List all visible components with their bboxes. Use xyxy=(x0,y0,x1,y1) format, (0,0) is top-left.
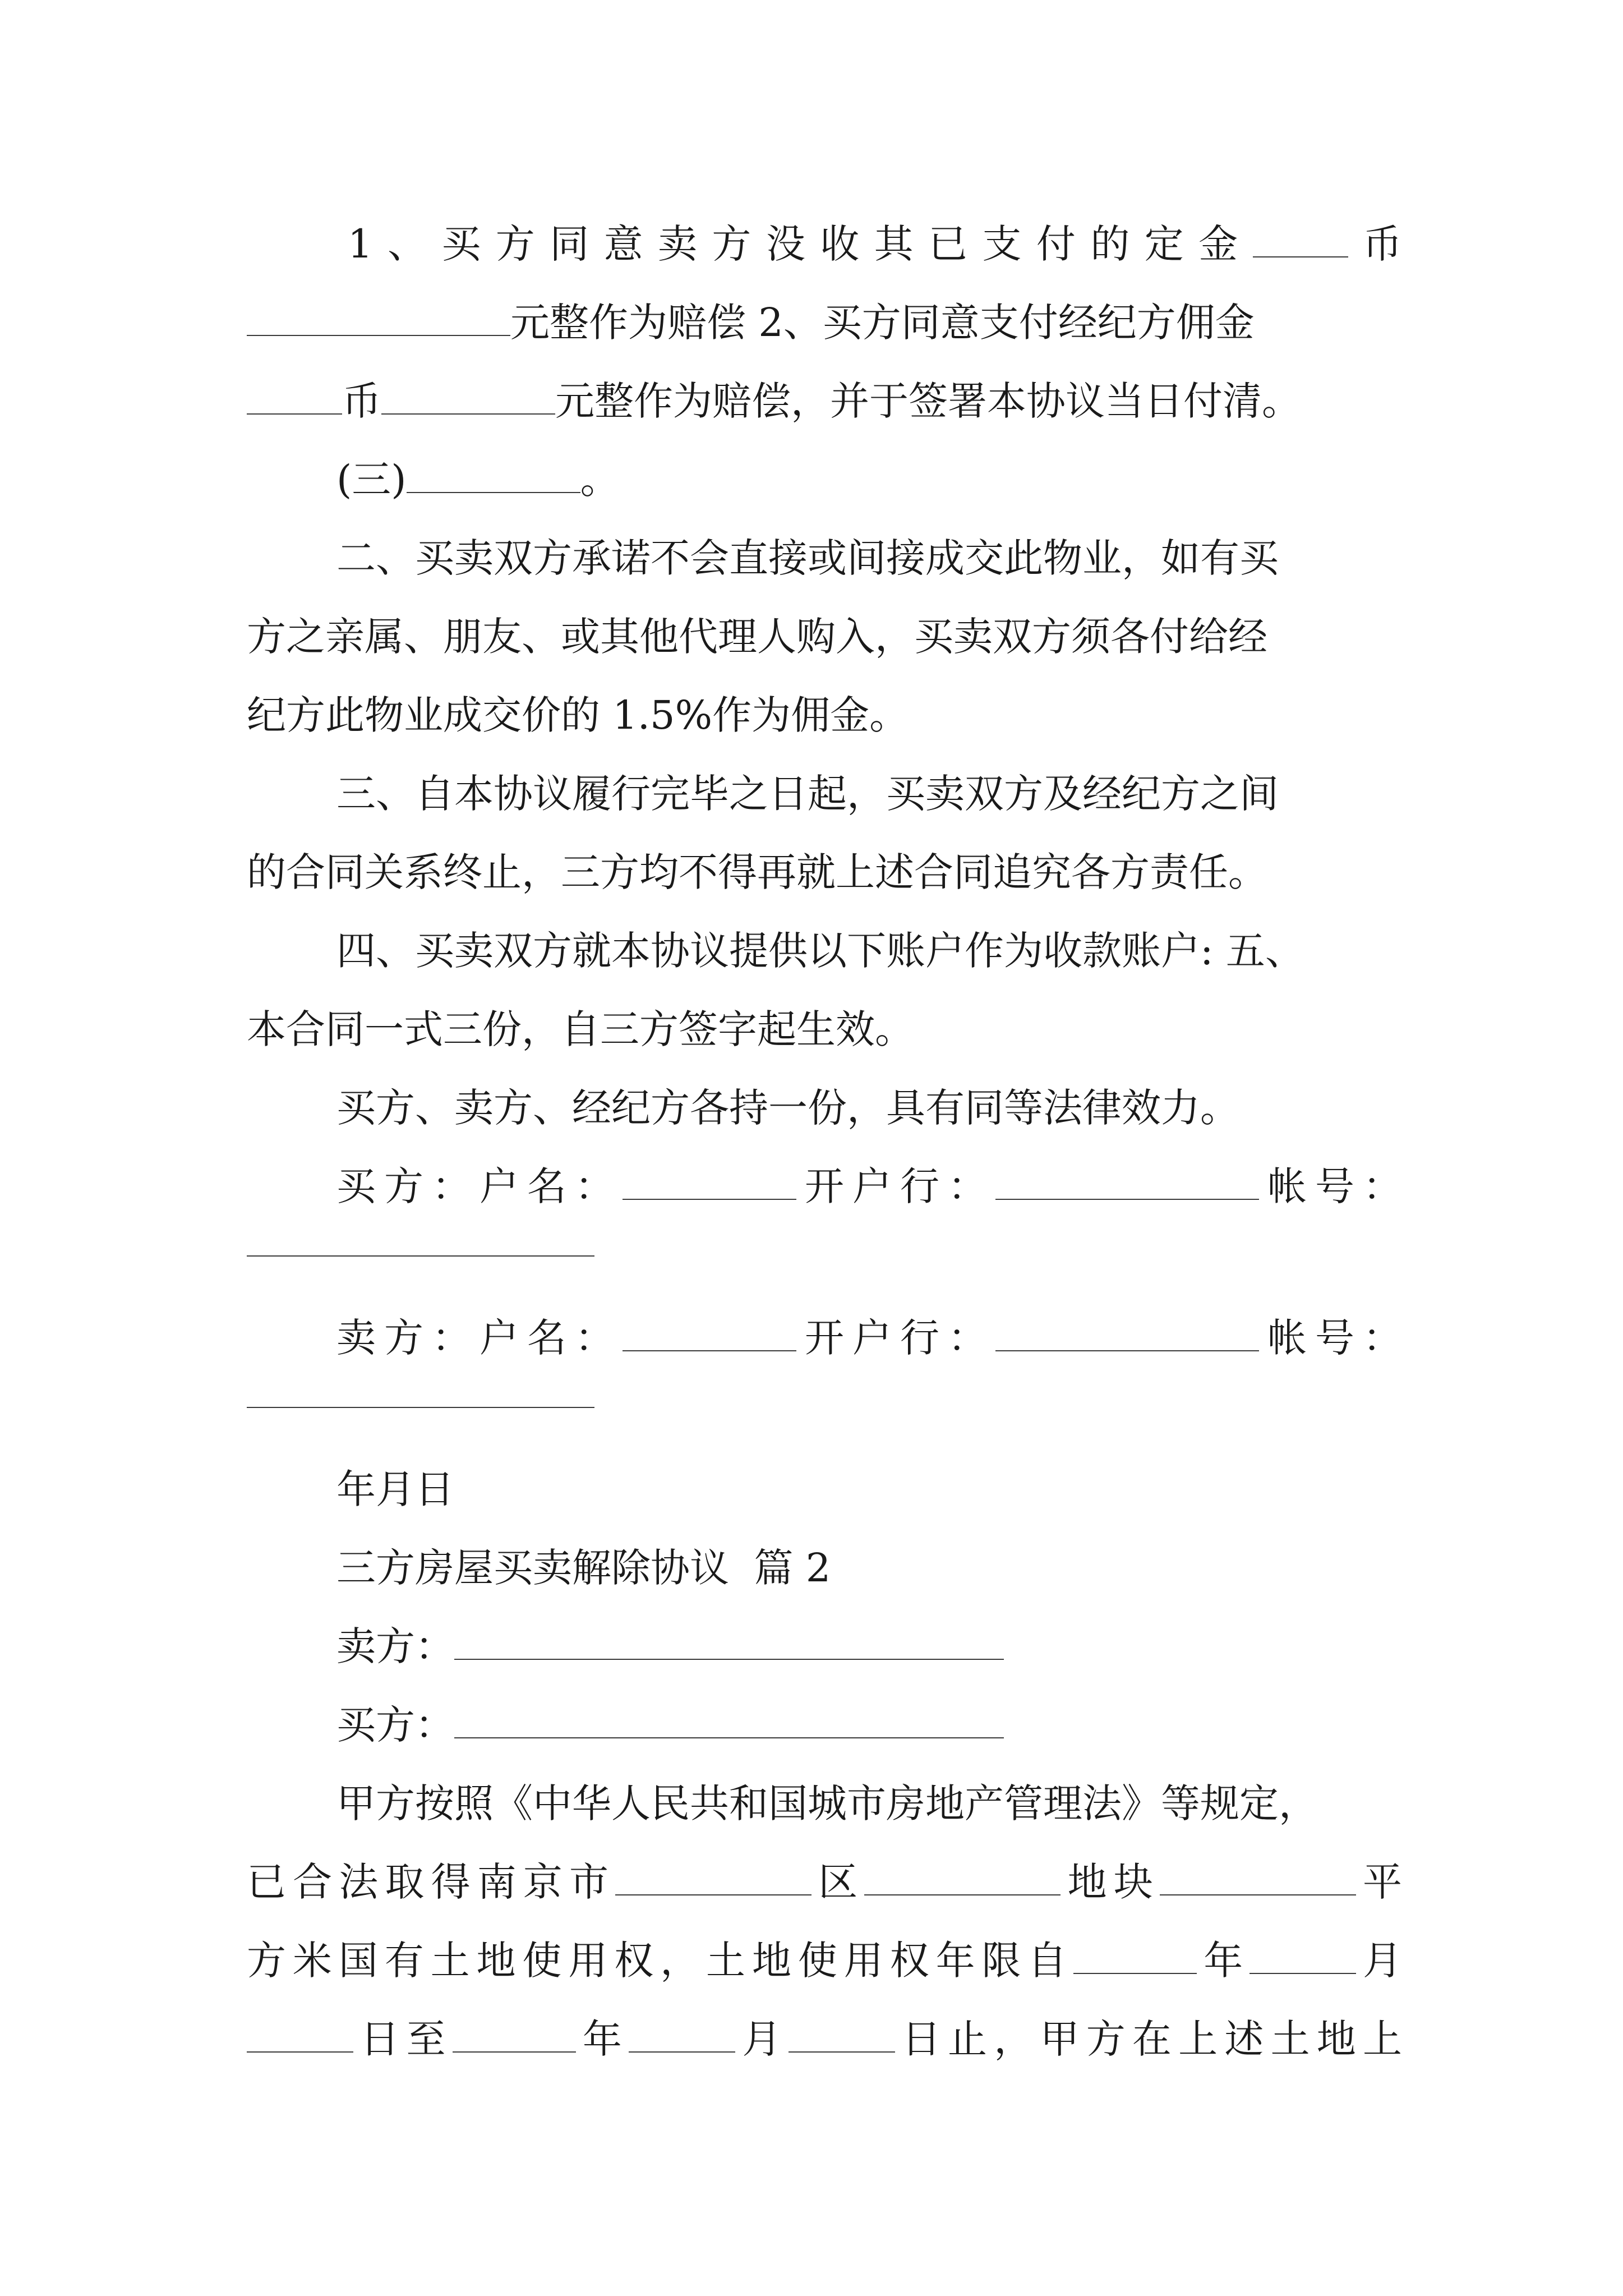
text: 。 xyxy=(580,457,620,503)
blank-field[interactable] xyxy=(381,381,555,415)
paragraph-7-line-2 xyxy=(247,1840,1402,1924)
seller-account-line xyxy=(336,1296,1402,1380)
district-field[interactable] xyxy=(615,1862,811,1895)
end-month-field[interactable] xyxy=(629,2019,735,2053)
text: 地块 xyxy=(1061,1859,1160,1905)
text: 年 xyxy=(575,2016,629,2062)
paragraph-7-line-4 xyxy=(247,1997,1402,2081)
seller-name-field[interactable] xyxy=(623,1318,796,1351)
buyer-account-number-field[interactable] xyxy=(247,1255,594,1257)
account-label: 帐号： xyxy=(1259,1315,1402,1361)
blank-field[interactable] xyxy=(1253,224,1348,257)
bank-label: 开户行： xyxy=(796,1163,995,1209)
text: 区 xyxy=(811,1859,865,1905)
buyer-party-field[interactable] xyxy=(454,1705,1004,1738)
paragraph-6-line-1: 买方、卖方、经纪方各持一份，具有同等法律效力。 xyxy=(336,1085,1239,1131)
text: 元整作为赔偿，并于签署本协议当日付清。 xyxy=(555,378,1301,424)
text: 年 xyxy=(1197,1938,1250,1984)
text: (三) xyxy=(336,457,407,503)
date-line: 年月日 xyxy=(336,1466,454,1512)
area-field[interactable] xyxy=(1160,1862,1356,1895)
paragraph-2 xyxy=(336,438,1402,522)
paragraph-1-line-3 xyxy=(247,359,1402,443)
start-day-field[interactable] xyxy=(247,2019,353,2053)
text: 月 xyxy=(735,2016,789,2062)
paragraph-5-line-2: 本合同一式三份，自三方签字起生效。 xyxy=(247,1006,914,1052)
seller-party-field[interactable] xyxy=(454,1626,1004,1660)
text: 方米国有土地使用权，土地使用权年限自 xyxy=(247,1938,1074,1984)
seller-party-label: 卖方： xyxy=(336,1623,454,1669)
text: 1、买方同意卖方没收其已支付的定金 xyxy=(348,221,1253,267)
buyer-party-label: 买方： xyxy=(336,1702,454,1748)
paragraph-3-line-2: 方之亲属、朋友、或其他代理人购入，买卖双方须各付给经 xyxy=(247,614,1267,660)
paragraph-7-line-1: 甲方按照《中华人民共和国城市房地产管理法》等规定， xyxy=(336,1780,1318,1826)
text: 元整作为赔偿 2、买方同意支付经纪方佣金 xyxy=(510,300,1255,346)
buyer-account-line xyxy=(336,1144,1402,1228)
seller-account-number-field[interactable] xyxy=(247,1407,594,1408)
end-year-field[interactable] xyxy=(453,2019,576,2053)
paragraph-3-line-3: 纪方此物业成交价的 1.5%作为佣金。 xyxy=(247,692,909,738)
seller-bank-field[interactable] xyxy=(995,1318,1259,1351)
text: 日至 xyxy=(353,2016,453,2062)
text: 已合法取得南京市 xyxy=(247,1859,616,1905)
section-title: 三方房屋买卖解除协议 篇 2 xyxy=(336,1545,831,1591)
paragraph-4-line-1: 三、自本协议履行完毕之日起，买卖双方及经纪方之间 xyxy=(336,771,1279,817)
text: 币 xyxy=(342,378,381,424)
paragraph-3-line-1: 二、买卖双方承诺不会直接或间接成交此物业，如有买 xyxy=(336,535,1279,581)
plot-field[interactable] xyxy=(864,1862,1061,1895)
paragraph-1-line-2 xyxy=(247,280,1402,365)
buyer-name-label: 买方：户名： xyxy=(336,1163,623,1209)
paragraph-4-line-2: 的合同关系终止，三方均不得再就上述合同追究各方责任。 xyxy=(247,849,1267,895)
buyer-name-field[interactable] xyxy=(623,1166,796,1200)
paragraph-7-line-3 xyxy=(247,1918,1402,2003)
blank-field[interactable] xyxy=(247,302,510,336)
text: 日止，甲方在上述土地上 xyxy=(895,2016,1403,2062)
seller-party-line xyxy=(336,1604,1402,1688)
text: 币 xyxy=(1348,221,1402,267)
seller-name-label: 卖方：户名： xyxy=(336,1315,623,1361)
blank-field[interactable] xyxy=(407,459,580,493)
buyer-bank-field[interactable] xyxy=(995,1166,1259,1200)
text: 月 xyxy=(1356,1938,1403,1984)
bank-label: 开户行： xyxy=(796,1315,995,1361)
account-label: 帐号： xyxy=(1259,1163,1402,1209)
paragraph-1-line-1 xyxy=(348,202,1402,286)
buyer-party-line xyxy=(336,1683,1402,1767)
start-month-field[interactable] xyxy=(1249,1940,1356,1974)
start-year-field[interactable] xyxy=(1073,1940,1197,1974)
end-day-field[interactable] xyxy=(789,2019,895,2053)
blank-field[interactable] xyxy=(247,381,342,415)
text: 平 xyxy=(1355,1859,1403,1905)
paragraph-5-line-1: 四、买卖双方就本协议提供以下账户作为收款账户: 五、 xyxy=(336,928,1304,974)
